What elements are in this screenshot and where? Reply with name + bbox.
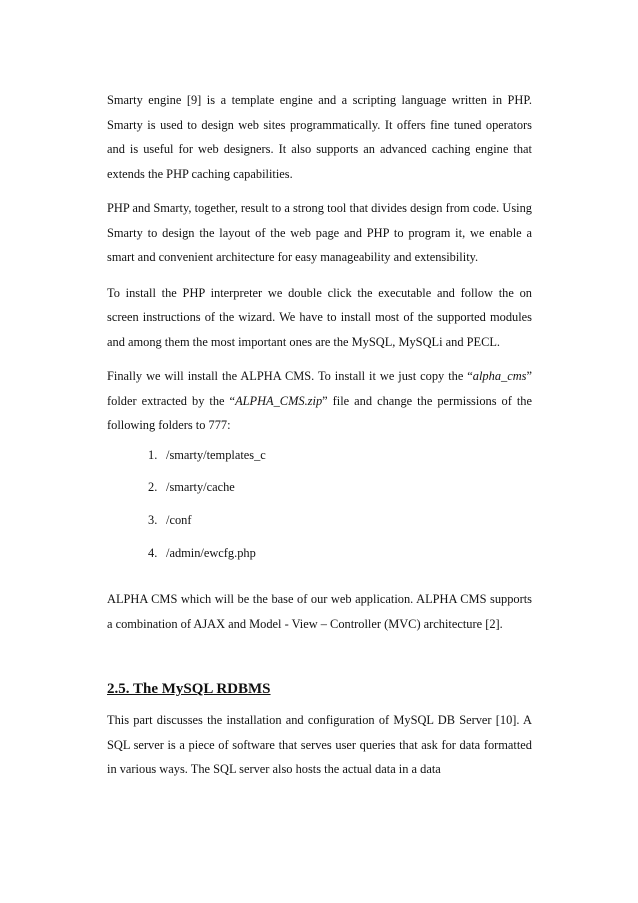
paragraph-php-install: To install the PHP interpreter we double click the executable and follow the on screen instructions of the wizard. We have to install most of the supported modules and among them the most important ones are the MySQL, MySQLi and PECL.: [107, 285, 532, 349]
paragraph-mysql-intro: This part discusses the installation and configuration of MySQL DB Server [10]. A SQL server is a piece of software that serves user queries that ask for data formatted in various ways. The SQL server also hosts the actual data in a data: [107, 713, 532, 777]
section-number: 2.5.: [107, 681, 130, 698]
list-item: [107, 545, 532, 578]
zip-file-name: ALPHA_CMS.zip: [235, 393, 323, 408]
paragraph-alpha-install: [107, 364, 532, 438]
paragraph-alpha-install-part-c: ” file and change the permissions of the following folders to 777:: [107, 393, 533, 432]
list-item-number: 1.: [148, 447, 158, 462]
list-item-path: /admin/ewcfg.php: [166, 545, 256, 560]
list-item: [107, 512, 532, 545]
folder-list: [107, 447, 532, 578]
paragraph-smarty-intro: Smarty engine [9] is a template engine and a scripting language written in PHP. Smarty is used to design web sites programmatically. It offers fine tuned operators and is useful for web designers. It also supports an advanced caching engine that extends the PHP caching capabilities.: [107, 93, 532, 181]
list-item: [107, 479, 532, 512]
list-item-number: 3.: [148, 512, 158, 527]
list-item-path: /smarty/cache: [166, 480, 235, 495]
list-item: [107, 447, 532, 480]
list-item-number: 4.: [148, 545, 158, 560]
paragraph-alpha-install-part-a: Finally we will install the ALPHA CMS. To install it we just copy the “: [107, 369, 473, 383]
list-item-path: /smarty/templates_c: [166, 447, 266, 462]
list-item-path: /conf: [166, 512, 192, 527]
section-title: The MySQL RDBMS: [132, 681, 271, 698]
section-heading: [107, 679, 532, 699]
paragraph-alpha-install-part-b: ” folder extracted by the “: [107, 369, 532, 408]
document-page: [107, 88, 532, 782]
folder-name-alpha-cms: alpha_cms: [472, 369, 527, 383]
list-item-number: 2.: [148, 480, 158, 495]
paragraph-php-smarty: PHP and Smarty, together, result to a strong tool that divides design from code. Using Smarty to design the layout of the web page and PHP to program it, we enable a smart and convenient architecture for easy manageability and extensibility.: [107, 201, 532, 264]
paragraph-alpha-cms-architecture: ALPHA CMS which will be the base of our web application. ALPHA CMS supports a combination of AJAX and Model - View – Controller (MVC) architecture [2].: [107, 592, 532, 631]
